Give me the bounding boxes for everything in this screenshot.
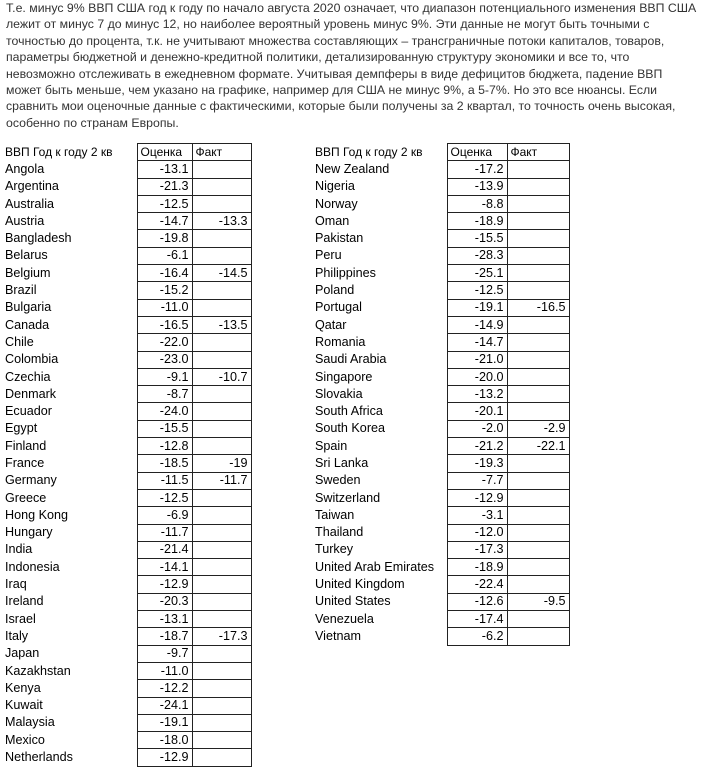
cell-country: Germany	[5, 473, 57, 488]
table-row	[2, 541, 251, 558]
header-fact: Факт	[192, 144, 251, 161]
cell-country: Brazil	[5, 283, 37, 298]
cell-estimate: -11.0	[137, 662, 192, 679]
cell-estimate: -21.3	[137, 178, 192, 195]
cell-estimate: -15.2	[137, 282, 192, 299]
table-row	[312, 541, 569, 558]
table-row	[312, 161, 569, 178]
table-row	[312, 472, 569, 489]
cell-country: Mexico	[5, 732, 45, 747]
cell-estimate: -18.9	[447, 213, 507, 230]
table-row	[312, 386, 569, 403]
cell-fact	[192, 403, 251, 420]
table-row	[2, 368, 251, 385]
cell-estimate: -9.1	[137, 368, 192, 385]
intro-paragraph	[6, 0, 700, 131]
table-body-left	[2, 161, 251, 766]
table-row	[2, 334, 251, 351]
table-row	[312, 489, 569, 506]
cell-estimate: -14.7	[137, 213, 192, 230]
table-row	[312, 316, 569, 333]
cell-estimate: -13.9	[447, 178, 507, 195]
cell-country: Ecuador	[5, 404, 52, 419]
header-estimate: Оценка	[447, 144, 507, 161]
cell-country: Norway	[315, 196, 358, 211]
cell-country: Netherlands	[5, 750, 73, 765]
header-fact: Факт	[507, 144, 569, 161]
cell-country: Portugal	[315, 300, 362, 315]
cell-estimate: -17.4	[447, 611, 507, 628]
cell-estimate: -19.3	[447, 455, 507, 472]
cell-fact: -19	[192, 455, 251, 472]
cell-country: Bulgaria	[5, 300, 52, 315]
table-row	[312, 195, 569, 212]
cell-fact	[192, 524, 251, 541]
cell-estimate: -21.2	[447, 438, 507, 455]
cell-estimate: -19.1	[447, 299, 507, 316]
cell-fact	[192, 195, 251, 212]
cell-country: Pakistan	[315, 231, 364, 246]
cell-estimate: -20.1	[447, 403, 507, 420]
cell-country: Hong Kong	[5, 507, 69, 522]
table-row	[312, 265, 569, 282]
cell-country: New Zealand	[315, 161, 390, 176]
cell-fact	[192, 386, 251, 403]
cell-country: South Korea	[315, 421, 386, 436]
cell-fact	[507, 559, 569, 576]
table-row	[312, 334, 569, 351]
table-row	[312, 524, 569, 541]
cell-country: Australia	[5, 196, 54, 211]
table-body-right	[312, 161, 569, 645]
table-row	[2, 489, 251, 506]
cell-country: Denmark	[5, 386, 57, 401]
header-country: ВВП Год к году 2 кв	[5, 144, 113, 159]
cell-country: Sweden	[315, 473, 361, 488]
table-row	[2, 213, 251, 230]
cell-fact	[507, 541, 569, 558]
cell-fact	[192, 489, 251, 506]
cell-country: Angola	[5, 161, 45, 176]
table-row	[312, 403, 569, 420]
table-row	[312, 593, 569, 610]
cell-country: Egypt	[5, 421, 38, 436]
table-row	[2, 403, 251, 420]
cell-estimate: -7.7	[447, 472, 507, 489]
cell-estimate: -14.9	[447, 316, 507, 333]
cell-estimate: -3.1	[447, 507, 507, 524]
table-row	[312, 282, 569, 299]
table-row	[2, 386, 251, 403]
cell-fact	[192, 662, 251, 679]
table-row	[2, 178, 251, 195]
table-row	[2, 230, 251, 247]
cell-country: Iraq	[5, 577, 27, 592]
cell-country: Switzerland	[315, 490, 381, 505]
cell-fact	[507, 368, 569, 385]
cell-estimate: -14.1	[137, 559, 192, 576]
cell-fact	[507, 334, 569, 351]
table-row	[2, 680, 251, 697]
table-row	[312, 438, 569, 455]
cell-fact	[507, 161, 569, 178]
cell-estimate: -18.9	[447, 559, 507, 576]
cell-country: Kuwait	[5, 698, 43, 713]
cell-fact	[192, 351, 251, 368]
cell-fact	[192, 230, 251, 247]
cell-fact	[192, 420, 251, 437]
cell-country: Greece	[5, 490, 47, 505]
cell-country: Oman	[315, 213, 350, 228]
cell-fact: -14.5	[192, 265, 251, 282]
cell-country: Finland	[5, 438, 47, 453]
cell-country: Indonesia	[5, 559, 60, 574]
cell-country: Kazakhstan	[5, 663, 71, 678]
cell-estimate: -12.9	[137, 576, 192, 593]
table-row	[2, 732, 251, 749]
cell-fact	[507, 178, 569, 195]
cell-estimate: -12.5	[137, 489, 192, 506]
cell-estimate: -18.7	[137, 628, 192, 645]
cell-fact	[192, 334, 251, 351]
cell-estimate: -12.9	[447, 489, 507, 506]
cell-fact	[507, 282, 569, 299]
table-row	[2, 455, 251, 472]
cell-country: United States	[315, 594, 391, 609]
cell-country: Romania	[315, 334, 366, 349]
cell-estimate: -15.5	[447, 230, 507, 247]
cell-country: Belarus	[5, 248, 48, 263]
table-row	[2, 645, 251, 662]
cell-country: Vietnam	[315, 628, 361, 643]
table-row	[312, 420, 569, 437]
cell-estimate: -13.1	[137, 161, 192, 178]
cell-estimate: -17.2	[447, 161, 507, 178]
cell-country: Hungary	[5, 525, 53, 540]
cell-estimate: -16.4	[137, 265, 192, 282]
table-row	[2, 576, 251, 593]
cell-country: Argentina	[5, 179, 59, 194]
cell-fact: -10.7	[192, 368, 251, 385]
cell-fact	[192, 697, 251, 714]
cell-fact	[507, 247, 569, 264]
cell-estimate: -2.0	[447, 420, 507, 437]
cell-country: Bangladesh	[5, 231, 72, 246]
cell-estimate: -8.8	[447, 195, 507, 212]
table-row	[2, 351, 251, 368]
cell-country: Israel	[5, 611, 36, 626]
cell-fact	[507, 213, 569, 230]
cell-fact	[192, 438, 251, 455]
table-row	[2, 161, 251, 178]
cell-country: Nigeria	[315, 179, 355, 194]
cell-fact	[192, 593, 251, 610]
cell-estimate: -18.5	[137, 455, 192, 472]
cell-country: Turkey	[315, 542, 354, 557]
table-row	[2, 438, 251, 455]
cell-fact	[192, 507, 251, 524]
cell-fact	[507, 230, 569, 247]
cell-fact: -13.3	[192, 213, 251, 230]
header-estimate: Оценка	[137, 144, 192, 161]
cell-country: Taiwan	[315, 507, 355, 522]
cell-country: Belgium	[5, 265, 51, 280]
cell-fact	[507, 611, 569, 628]
cell-fact: -13.5	[192, 316, 251, 333]
table-row	[2, 265, 251, 282]
cell-country: Peru	[315, 248, 342, 263]
cell-fact	[192, 576, 251, 593]
cell-fact	[192, 559, 251, 576]
cell-fact: -17.3	[192, 628, 251, 645]
table-row	[2, 611, 251, 628]
cell-estimate: -13.1	[137, 611, 192, 628]
cell-estimate: -14.7	[447, 334, 507, 351]
cell-estimate: -21.4	[137, 541, 192, 558]
table-row	[2, 247, 251, 264]
table-row	[312, 230, 569, 247]
cell-estimate: -24.0	[137, 403, 192, 420]
cell-fact	[507, 489, 569, 506]
cell-fact	[507, 316, 569, 333]
cell-estimate: -12.6	[447, 593, 507, 610]
cell-estimate: -16.5	[137, 316, 192, 333]
intro-text: Т.е. минус 9% ВВП США год к году по начало августа 2020 означает, что диапазон потенциального изменения ВВП США лежит от минус 7 до минус 12, но наиболее вероятный уровень минус 9%. Эти данные не могут быть точными с точностью до процента, т.к. не учитывают множества составляющих – трансграничные потоки капиталов, товаров, параметры бюджетной и денежно-кредитной политики, детализированную структуру экономики и все то, что невозможно отслеживать в ежедневном формате. Учитывая демпферы в виде дефицитов бюджета, падение ВВП может быть меньше, чем указано на графике, например для США не минус 9%, а 5-7%. Но это все нюансы. Если сравнить мои оценочные данные с фактическими, которые были получены за 2 квартал, то точность очень высокая, особенно по странам Европы.	[6, 1, 697, 130]
cell-country: Colombia	[5, 352, 59, 367]
cell-fact	[192, 282, 251, 299]
table-row	[2, 697, 251, 714]
cell-country: Saudi Arabia	[315, 352, 387, 367]
cell-estimate: -6.2	[447, 628, 507, 645]
table-row	[312, 507, 569, 524]
cell-country: India	[5, 542, 33, 557]
cell-country: United Kingdom	[315, 577, 405, 592]
cell-fact: -22.1	[507, 438, 569, 455]
cell-fact	[507, 576, 569, 593]
gdp-table-right	[312, 143, 570, 646]
cell-estimate: -22.0	[137, 334, 192, 351]
cell-fact	[192, 178, 251, 195]
cell-estimate: -18.0	[137, 732, 192, 749]
cell-estimate: -12.2	[137, 680, 192, 697]
cell-fact	[507, 524, 569, 541]
cell-estimate: -24.1	[137, 697, 192, 714]
table-row	[2, 628, 251, 645]
cell-estimate: -6.1	[137, 247, 192, 264]
table-row	[312, 299, 569, 316]
cell-country: Thailand	[315, 525, 364, 540]
cell-fact: -16.5	[507, 299, 569, 316]
cell-estimate: -20.0	[447, 368, 507, 385]
cell-estimate: -22.4	[447, 576, 507, 593]
cell-country: Kenya	[5, 680, 41, 695]
cell-estimate: -11.5	[137, 472, 192, 489]
cell-country: Philippines	[315, 265, 376, 280]
cell-country: Malaysia	[5, 715, 55, 730]
cell-country: Spain	[315, 438, 348, 453]
cell-estimate: -11.0	[137, 299, 192, 316]
cell-country: Japan	[5, 646, 40, 661]
table-row	[312, 213, 569, 230]
cell-estimate: -11.7	[137, 524, 192, 541]
cell-country: Singapore	[315, 369, 373, 384]
cell-fact	[192, 714, 251, 731]
cell-country: Poland	[315, 283, 355, 298]
table-row	[312, 247, 569, 264]
table-row	[2, 472, 251, 489]
cell-country: Qatar	[315, 317, 347, 332]
table-row	[2, 662, 251, 679]
cell-fact	[507, 351, 569, 368]
cell-fact	[192, 732, 251, 749]
cell-fact	[192, 541, 251, 558]
table-row	[312, 576, 569, 593]
cell-estimate: -19.8	[137, 230, 192, 247]
cell-estimate: -21.0	[447, 351, 507, 368]
cell-fact	[507, 386, 569, 403]
table-row	[2, 299, 251, 316]
table-row	[312, 351, 569, 368]
table-row	[312, 559, 569, 576]
cell-estimate: -23.0	[137, 351, 192, 368]
cell-country: Italy	[5, 628, 29, 643]
cell-estimate: -15.5	[137, 420, 192, 437]
cell-fact	[192, 749, 251, 766]
table-row	[2, 749, 251, 766]
cell-fact: -9.5	[507, 593, 569, 610]
table-row	[312, 368, 569, 385]
cell-fact	[192, 299, 251, 316]
table-row	[312, 611, 569, 628]
table-row	[2, 282, 251, 299]
cell-country: Chile	[5, 334, 34, 349]
cell-fact	[507, 455, 569, 472]
cell-country: South Africa	[315, 404, 383, 419]
cell-fact	[192, 247, 251, 264]
table-row	[2, 507, 251, 524]
table-row	[2, 559, 251, 576]
table-row	[2, 316, 251, 333]
cell-fact: -2.9	[507, 420, 569, 437]
cell-fact	[192, 611, 251, 628]
cell-fact	[192, 645, 251, 662]
table-row	[312, 628, 569, 645]
table-row	[2, 420, 251, 437]
cell-country: Czechia	[5, 369, 51, 384]
cell-estimate: -13.2	[447, 386, 507, 403]
header-country: ВВП Год к году 2 кв	[315, 144, 423, 159]
cell-fact	[507, 195, 569, 212]
cell-estimate: -6.9	[137, 507, 192, 524]
cell-country: France	[5, 455, 45, 470]
cell-country: Slovakia	[315, 386, 363, 401]
cell-country: Venezuela	[315, 611, 374, 626]
cell-estimate: -9.7	[137, 645, 192, 662]
cell-estimate: -17.3	[447, 541, 507, 558]
cell-estimate: -12.5	[447, 282, 507, 299]
cell-estimate: -19.1	[137, 714, 192, 731]
cell-estimate: -12.5	[137, 195, 192, 212]
cell-country: Canada	[5, 317, 50, 332]
cell-estimate: -12.0	[447, 524, 507, 541]
cell-fact	[507, 265, 569, 282]
cell-estimate: -28.3	[447, 247, 507, 264]
cell-country: Austria	[5, 213, 45, 228]
cell-fact	[507, 472, 569, 489]
cell-fact	[192, 680, 251, 697]
table-row	[2, 593, 251, 610]
table-row	[2, 195, 251, 212]
cell-fact	[507, 507, 569, 524]
cell-fact	[192, 161, 251, 178]
cell-country: United Arab Emirates	[315, 559, 434, 574]
cell-estimate: -25.1	[447, 265, 507, 282]
cell-estimate: -20.3	[137, 593, 192, 610]
table-row	[312, 178, 569, 195]
cell-fact: -11.7	[192, 472, 251, 489]
table-row	[2, 524, 251, 541]
cell-estimate: -12.8	[137, 438, 192, 455]
table-row	[312, 455, 569, 472]
gdp-table-left	[2, 143, 252, 767]
cell-estimate: -12.9	[137, 749, 192, 766]
cell-fact	[507, 628, 569, 645]
cell-fact	[507, 403, 569, 420]
cell-country: Ireland	[5, 594, 44, 609]
cell-country: Sri Lanka	[315, 455, 369, 470]
cell-estimate: -8.7	[137, 386, 192, 403]
table-row	[2, 714, 251, 731]
